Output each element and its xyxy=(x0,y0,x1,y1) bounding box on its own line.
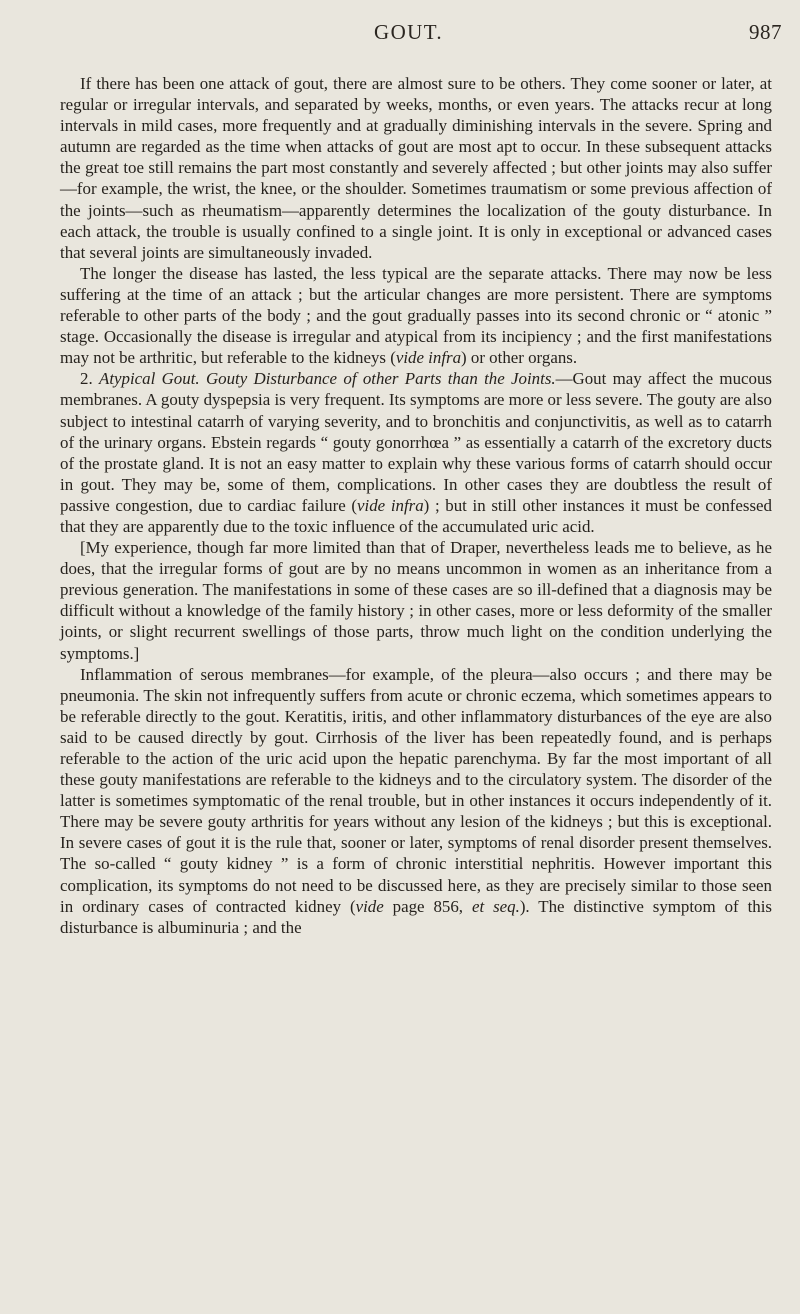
section-title: Atypical Gout. xyxy=(99,369,200,389)
paragraph-text: [My experience, though far more limited than that of Draper, nevertheless leads me to believe, as he does, that the irregular forms of gout are by no means uncommon in women as an inheritance from a previous generation. The manifestations in some of these cases are so ill-defined that a diagnosis may be difficult without a knowledge of the family history ; in other cases, more or less deformity of the smaller joints, or slight recurrent swellings of those parts, throw much light on the condition underlying the symptoms.] xyxy=(60,538,772,663)
cross-reference: vide xyxy=(355,896,384,916)
body-text xyxy=(60,73,772,938)
paragraph-text: Inflammation of serous membranes—for example, of the pleura—also occurs ; and there may be pneumonia. The skin not infrequently suffers from acute or chronic eczema, which sometimes appears to be referable directly to the gout. Keratitis, iritis, and other inflammatory disturbances of the eye are also said to be caused directly by gout. Cirrhosis of the liver has been repeatedly found, and is perhaps referable to the action of the uric acid upon the hepatic parenchyma. By far the most important of all these gouty manifestations are referable to the kidneys and to the circulatory system. The disorder of the latter is sometimes symptomatic of the renal trouble, but in other instances it occurs independently of it. There may be severe gouty arthritis for years without any lesion of the kidneys ; but this is exceptional. In severe cases of gout it is the rule that, sooner or later, symptoms of renal disorder present themselves. The so-called “ gouty kidney ” is a form of chronic interstitial nephritis. However important this complication, its symptoms do not need to be discussed here, as they are precisely similar to those seen in ordinary cases of contracted kidney ( xyxy=(60,664,772,916)
paragraph-atypical-gout xyxy=(60,368,772,537)
running-title: GOUT. xyxy=(374,20,444,44)
paragraph-text: ) ; but in still other instances it must be confessed that they are apparently due to the toxic influence of the accumulated uric acid. xyxy=(60,495,772,536)
paragraph-text: ) or other organs. xyxy=(461,348,578,368)
paragraph-editor-note xyxy=(60,537,772,664)
paragraph-text: ). The distinctive symptom of this disturbance is albuminuria ; and the xyxy=(60,896,772,937)
paragraph-text: If there has been one attack of gout, there are almost sure to be others. They come sooner or later, at regular or irregular intervals, and separated by weeks, months, or even years. The attacks recur at long intervals in mild cases, more frequently and at gradually diminishing intervals in the severe. Spring and autumn are regarded as the time when attacks of gout are most apt to occur. In these subsequent attacks the great toe still remains the part most constantly and severely affected ; but other joints may also suffer—for example, the wrist, the knee, or the shoulder. Sometimes traumatism or some previous affection of the joints—such as rheumatism—apparently determines the localization of the gouty disturbance. In each attack, the trouble is usually confined to a single joint. It is only in exceptional or advanced cases that several joints are simultaneously invaded. xyxy=(60,74,772,262)
section-number: 2. xyxy=(80,369,93,389)
paragraph-text: page 856, xyxy=(383,896,472,916)
paragraph-recurrent-attacks xyxy=(60,73,772,263)
paragraph-text: —Gout may affect the mucous membranes. A gouty dyspepsia is very frequent. Its symptoms are more or less severe. The gouty are also subject to intestinal catarrh of varying severity, and to bronchitis and conjunctivitis, as well as to catarrh of the urinary organs. Ebstein regards “ gouty gonorrhœa ” as essentially a catarrh of the excretory ducts of the prostate gland. It is not an easy matter to explain why these various forms of catarrh should occur in gout. They may be, some of them, complications. In other cases they are doubtless the result of passive congestion, due to cardiac failure ( xyxy=(60,369,772,515)
paragraph-serous-membranes xyxy=(60,664,772,938)
cross-reference: et seq. xyxy=(471,896,520,916)
page-number: 987 xyxy=(749,20,782,44)
paragraph-chronic-stage xyxy=(60,263,772,368)
section-subtitle: Gouty Disturbance of other Parts than the Joints. xyxy=(205,369,556,389)
running-head xyxy=(0,20,800,48)
cross-reference: vide infra xyxy=(395,348,462,368)
paragraph-text: The longer the disease has lasted, the less typical are the separate attacks. There may now be less suffering at the time of an attack ; but the articular changes are more persistent. There are symptoms referable to other parts of the body ; and the gout gradually passes into its second chronic or “ atonic ” stage. Occasionally the disease is irregular and atypical from its incipiency ; and the first manifestations may not be arthritic, but referable to the kidneys ( xyxy=(60,263,772,368)
cross-reference: vide infra xyxy=(357,495,424,515)
